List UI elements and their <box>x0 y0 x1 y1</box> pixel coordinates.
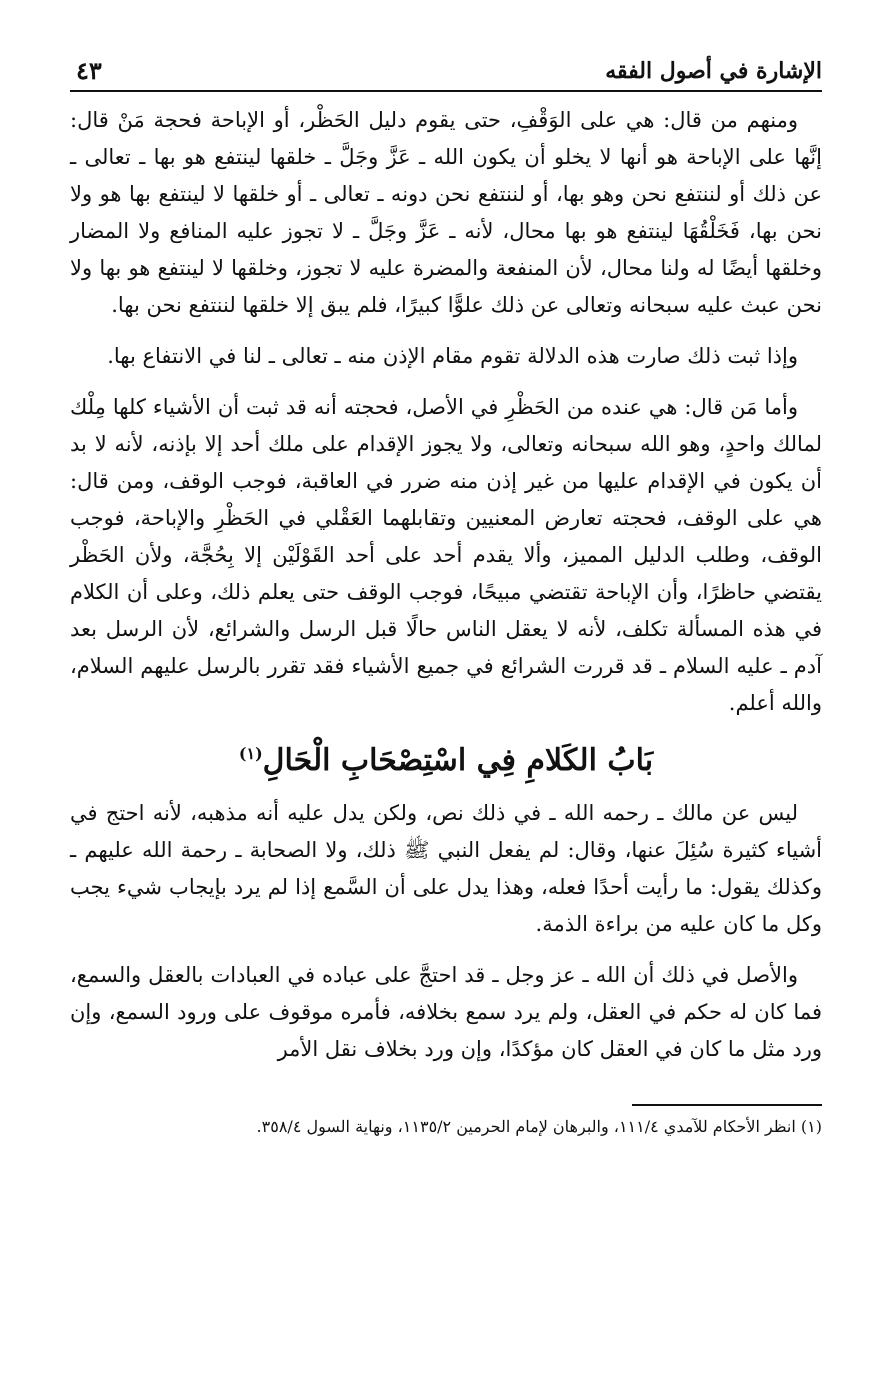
paragraph: وأما مَن قال: هي عنده من الحَظْرِ في الأصل، فحجته أنه قد ثبت أن الأشياء كلها مِلْك لمالك واحدٍ، وهو الله سبحانه وتعالى، ولا يجوز الإقدام على ملك أحد إلا بإذنه، لأنه لا بد أن يكون في الإقدام عليها من غير إذن منه ضرر في العاقبة، فوجب الوقف، ومن قال: هي على الوقف، فحجته تعارض المعنيين وتقابلهما العَقْلي في الحَظْرِ والإباحة، فوجب الوقف، وطلب الدليل المميز، وألا يقدم أحد على أحد القَوْلَيْن إلا بِحُجَّة، ولأن الحَظْر يقتضي حاظرًا، وأن الإباحة تقتضي مبيحًا، فوجب الوقف حتى يعلم ذلك، وعلى أن الكلام في هذه المسألة تكلف، لأنه لا يعقل الناس حالًا قبل الرسل والشرائع، لأن الرسل بعد آدم ـ عليه السلام ـ قد قررت الشرائع في جميع الأشياء فقد تقرر بالرسل عليهم السلام، والله أعلم. <box>70 395 822 715</box>
footnote-separator-wrap <box>70 1068 822 1114</box>
page-number: ٤٣ <box>76 56 102 85</box>
page-body <box>70 92 822 1140</box>
paragraph: وإذا ثبت ذلك صارت هذه الدلالة تقوم مقام الإذن منه ـ تعالى ـ لنا في الانتفاع بها. <box>107 344 798 368</box>
running-title: الإشارة في أصول الفقه <box>605 58 822 84</box>
running-head <box>70 40 822 92</box>
chapter-title: بَابُ الكَلامِ فِي اسْتِصْحَابِ الْحَالِ <box>262 743 654 778</box>
paragraph: ومنهم من قال: هي على الوَقْفِ، حتى يقوم دليل الحَظْر، أو الإباحة فحجة مَنْ قال: إنَّها على الإباحة هو أنها لا يخلو أن يكون الله ـ عَزَّ وجَلَّ ـ خلقها لينتفع هو بها ـ تعالى ـ عن ذلك أو لننتفع نحن وهو بها، أو لننتفع نحن دونه ـ تعالى ـ أو خلقها لا لينتفع بها هو ولا نحن بها، فَخَلْقُهَا لينتفع هو بها محال، لأنه ـ عَزَّ وجَلَّ ـ لا تجوز عليه المنافع ولا المضار وخلقها أيضًا له ولنا محال، لأن المنفعة والمضرة عليه لا تجوز، وخلقها لا لينتفع هو بها ولا نحن عبث عليه سبحانه وتعالى عن ذلك علوًّا كبيرًا، فلم يبق إلا خلقها لننتفع نحن بها. <box>70 108 822 317</box>
footnote: (١) انظر الأحكام للآمدي ١١١/٤، والبرهان لإمام الحرمين ١١٣٥/٢، ونهاية السول ٣٥٨/٤. <box>256 1117 822 1136</box>
paragraph: والأصل في ذلك أن الله ـ عز وجل ـ قد احتجَّ على عباده في العبادات بالعقل والسمع، فما كان له حكم في العقل، ولم يرد سمع بخلافه، فأمره موقوف على ورود السمع، وإن ورد مثل ما كان في العقل كان مؤكدًا، وإن ورد بخلاف نقل الأمر <box>70 963 822 1061</box>
chapter-heading <box>70 730 822 785</box>
footnote-marker: (١) <box>238 744 263 763</box>
book-page <box>70 40 822 1360</box>
paragraph: ليس عن مالك ـ رحمه الله ـ في ذلك نص، ولكن يدل عليه أنه مذهبه، لأنه احتج في أشياء كثيرة سُئِلَ عنها، وقال: لم يفعل النبي ﷺ ذلك، ولا الصحابة ـ رحمة الله عليهم ـ وكذلك يقول: ما رأيت أحدًا فعله، وهذا يدل على أن السَّمع إذا لم يرد بإيجاب شيء يجب وكل ما كان عليه من براءة الذمة. <box>70 801 822 936</box>
footnote-separator <box>632 1104 822 1106</box>
